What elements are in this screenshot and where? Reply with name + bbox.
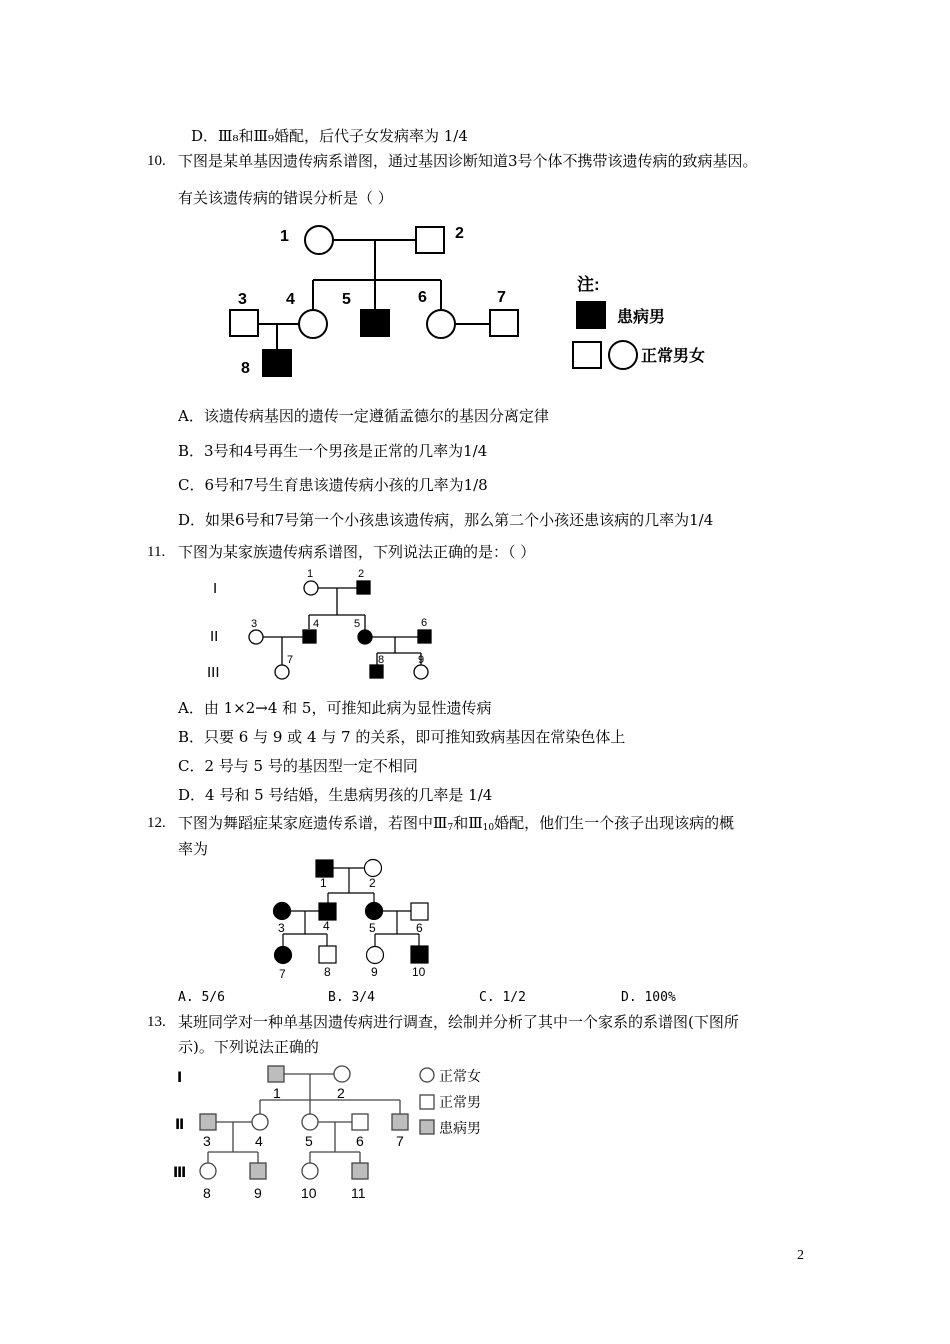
q13-label-3: 3 — [203, 1133, 211, 1149]
q12-pedigree — [265, 856, 440, 981]
q13-legend-normal-male: 正常男 — [439, 1094, 481, 1110]
q12-label-2: 2 — [369, 876, 376, 890]
q12-label-6: 6 — [416, 921, 423, 935]
q12-label-8: 8 — [324, 965, 331, 979]
q11-label-6: 6 — [421, 617, 428, 629]
q12-stem-part-c: 婚配，他们生一个孩子出现该病的概 — [494, 814, 735, 832]
q11-individual-2 — [357, 581, 370, 594]
q12-individual-2 — [365, 860, 382, 877]
q11-gen-II: II — [210, 628, 219, 645]
q12-stem-line2: 率为 — [178, 840, 209, 858]
q11-label-2: 2 — [358, 568, 365, 580]
q12-option-d: D. 100% — [621, 990, 676, 1005]
q12-stem-part-a: 下图为舞蹈症某家庭遗传系谱，若图中Ⅲ — [178, 814, 448, 832]
q12-stem-line1 — [178, 813, 734, 838]
q10-legend-affected-label: 患病男 — [617, 309, 666, 326]
q13-legend-affected-male: 患病男 — [439, 1120, 481, 1136]
q13-legend-normal-female: 正常女 — [439, 1068, 481, 1084]
q11-option-c: C．2 号与 5 号的基因型一定不相同 — [178, 757, 418, 775]
q10-label-6: 6 — [418, 289, 427, 306]
q13-stem-line1: 某班同学对一种单基因遗传病进行调查，绘制并分析了其中一个家系的系谱图(下图所 — [178, 1013, 739, 1031]
q13-individual-11 — [352, 1163, 368, 1179]
q13-pedigree — [170, 1062, 500, 1207]
q13-number: 13. — [147, 1014, 166, 1030]
q10-legend-normal-label: 正常男女 — [641, 348, 706, 365]
q13-gen-II: Ⅱ — [175, 1116, 185, 1132]
q13-gen-I: Ⅰ — [177, 1069, 183, 1085]
q10-label-4: 4 — [286, 291, 295, 308]
q13-individual-4 — [252, 1114, 268, 1130]
q10-label-3: 3 — [238, 291, 247, 308]
q12-option-b: B. 3/4 — [328, 990, 375, 1005]
q10-label-1: 1 — [280, 228, 289, 245]
q11-number: 11. — [147, 544, 166, 560]
q10-number: 10. — [147, 153, 166, 169]
q10-individual-2 — [416, 227, 444, 253]
q12-individual-9 — [367, 947, 384, 964]
q11-gen-III: III — [207, 664, 220, 681]
q12-individual-8 — [319, 946, 336, 963]
q11-individual-1 — [304, 581, 318, 595]
q13-label-1: 1 — [273, 1085, 281, 1101]
q13-label-6: 6 — [356, 1133, 364, 1149]
q11-pedigree — [205, 565, 445, 685]
q11-option-a: A．由 1×2→4 和 5，可推知此病为显性遗传病 — [178, 699, 492, 717]
q12-stem-part-b: 和Ⅲ — [453, 814, 483, 832]
q11-option-b: B．只要 6 与 9 或 4 与 7 的关系，即可推知致病基因在常染色体上 — [178, 728, 626, 746]
q10-label-5: 5 — [342, 291, 351, 308]
q13-individual-8 — [200, 1163, 216, 1179]
q13-label-10: 10 — [301, 1185, 317, 1201]
q11-label-5: 5 — [354, 618, 361, 630]
q12-stem-sub-7: 7 — [447, 823, 454, 833]
q12-label-3: 3 — [278, 921, 285, 935]
q11-label-9: 9 — [418, 654, 425, 666]
q10-legend-affected-symbol — [577, 302, 605, 328]
q10-option-b: B．3号和4号再生一个男孩是正常的几率为1/4 — [178, 442, 488, 460]
q10-option-d: D．如果6号和7号第一个小孩患该遗传病，那么第二个小孩还患该病的几率为1/4 — [178, 511, 714, 529]
q11-stem: 下图为某家族遗传病系谱图，下列说法正确的是：（ ） — [178, 543, 536, 561]
q10-legend-normal-female-symbol — [609, 341, 637, 369]
q10-individual-4 — [299, 310, 327, 338]
q13-label-4: 4 — [255, 1133, 263, 1149]
q13-label-11: 11 — [351, 1185, 366, 1201]
q13-legend-normal-female-symbol — [420, 1068, 434, 1082]
q12-option-c: C. 1/2 — [479, 990, 526, 1005]
q12-label-1: 1 — [320, 876, 327, 890]
q13-label-7: 7 — [396, 1133, 404, 1149]
q10-individual-1 — [305, 226, 333, 254]
q13-label-9: 9 — [254, 1185, 262, 1201]
q10-individual-5 — [361, 310, 389, 336]
q12-individual-5 — [366, 903, 383, 920]
q12-label-7: 7 — [279, 967, 286, 981]
q10-individual-8 — [263, 350, 291, 376]
q13-individual-10 — [302, 1163, 318, 1179]
q12-individual-6 — [411, 903, 428, 920]
q10-legend-normal-male-symbol — [573, 342, 601, 368]
q11-individual-3 — [249, 630, 263, 644]
q13-label-2: 2 — [337, 1085, 345, 1101]
q11-individual-4 — [303, 630, 316, 643]
q12-individual-1 — [316, 860, 333, 877]
page-number: 2 — [797, 1248, 804, 1263]
q11-label-3: 3 — [251, 618, 258, 630]
q9-option-d: D．Ⅲ₈和Ⅲ₉婚配，后代子女发病率为 1/4 — [191, 127, 468, 145]
q13-legend-affected-male-symbol — [420, 1120, 434, 1134]
q11-label-7: 7 — [287, 654, 294, 666]
q11-individual-9 — [414, 665, 428, 679]
q12-label-4: 4 — [323, 919, 330, 933]
q11-individual-6 — [418, 630, 431, 643]
q10-individual-3 — [230, 310, 258, 336]
q10-pedigree — [225, 218, 740, 383]
q11-label-4: 4 — [313, 618, 320, 630]
q13-individual-5 — [302, 1114, 318, 1130]
q11-individual-8 — [370, 665, 383, 678]
q11-option-d: D．4 号和 5 号结婚，生患病男孩的几率是 1/4 — [178, 786, 493, 804]
q12-individual-10 — [411, 946, 428, 963]
q13-individual-7 — [392, 1114, 408, 1130]
q11-gen-I: I — [213, 580, 218, 597]
q10-option-a: A．该遗传病基因的遗传一定遵循孟德尔的基因分离定律 — [178, 407, 549, 425]
q10-label-7: 7 — [497, 289, 506, 306]
q13-individual-9 — [250, 1163, 266, 1179]
q13-individual-3 — [200, 1114, 216, 1130]
q13-legend-normal-male-symbol — [420, 1095, 434, 1109]
q10-stem-line1: 下图是某单基因遗传病系谱图，通过基因诊断知道3号个体不携带该遗传病的致病基因。 — [178, 152, 758, 170]
q10-label-8: 8 — [241, 360, 250, 377]
q12-individual-4 — [319, 903, 336, 920]
q10-legend-note: 注: — [577, 275, 600, 294]
q13-individual-6 — [352, 1114, 368, 1130]
q12-number: 12. — [147, 815, 166, 831]
q13-label-5: 5 — [305, 1133, 313, 1149]
q12-label-9: 9 — [371, 965, 378, 979]
q12-individual-3 — [274, 903, 291, 920]
q10-individual-7 — [490, 310, 518, 336]
q13-label-8: 8 — [203, 1185, 211, 1201]
q10-label-2: 2 — [455, 225, 464, 242]
q12-individual-7 — [275, 947, 292, 964]
q11-label-1: 1 — [307, 568, 314, 580]
q12-stem-sub-10: 10 — [482, 823, 495, 833]
q11-individual-7 — [275, 665, 289, 679]
q11-individual-5 — [358, 630, 372, 644]
q13-individual-1 — [268, 1066, 284, 1082]
q12-label-10: 10 — [412, 965, 426, 979]
q10-individual-6 — [427, 310, 455, 338]
q13-individual-2 — [334, 1066, 350, 1082]
q10-option-c: C．6号和7号生育患该遗传病小孩的几率为1/8 — [178, 476, 488, 494]
q13-stem-line2: 示)。下列说法正确的 — [178, 1038, 319, 1056]
q11-label-8: 8 — [378, 654, 385, 666]
q12-option-a: A. 5/6 — [178, 990, 225, 1005]
q10-stem-line2: 有关该遗传病的错误分析是（ ） — [178, 189, 393, 207]
q12-label-5: 5 — [369, 921, 376, 935]
q13-gen-III: Ⅲ — [173, 1164, 187, 1180]
